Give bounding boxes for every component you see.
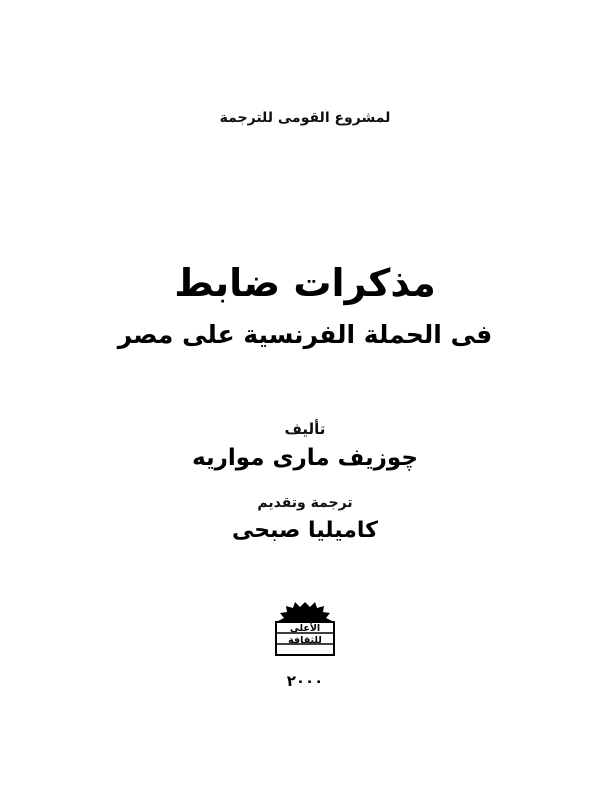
publisher-logo-line-2: الأعلى bbox=[289, 622, 321, 634]
series-line: لمشروع القومى للترجمة bbox=[219, 110, 391, 126]
page-title: مذكرات ضابط bbox=[174, 261, 436, 305]
translator-label: ترجمة وتقديم bbox=[257, 495, 353, 511]
author-name: چوزيف مارى مواريه bbox=[192, 445, 418, 471]
page-subtitle: فى الحملة الفرنسية على مصر bbox=[117, 319, 493, 349]
publisher-logo-icon bbox=[272, 600, 338, 662]
author-block bbox=[0, 420, 610, 471]
publisher-logo-text bbox=[272, 611, 338, 647]
publication-year: ٢٠٠٠ bbox=[286, 672, 324, 690]
title-block bbox=[0, 262, 610, 349]
translator-block bbox=[0, 495, 610, 543]
publisher-logo-line-3: للثقافة bbox=[288, 634, 322, 646]
byline-label: تأليف bbox=[284, 420, 326, 438]
publisher-block bbox=[0, 600, 610, 690]
publisher-logo-line-1: المجلس bbox=[286, 611, 324, 622]
translator-name: كاميليا صبحى bbox=[232, 518, 378, 543]
